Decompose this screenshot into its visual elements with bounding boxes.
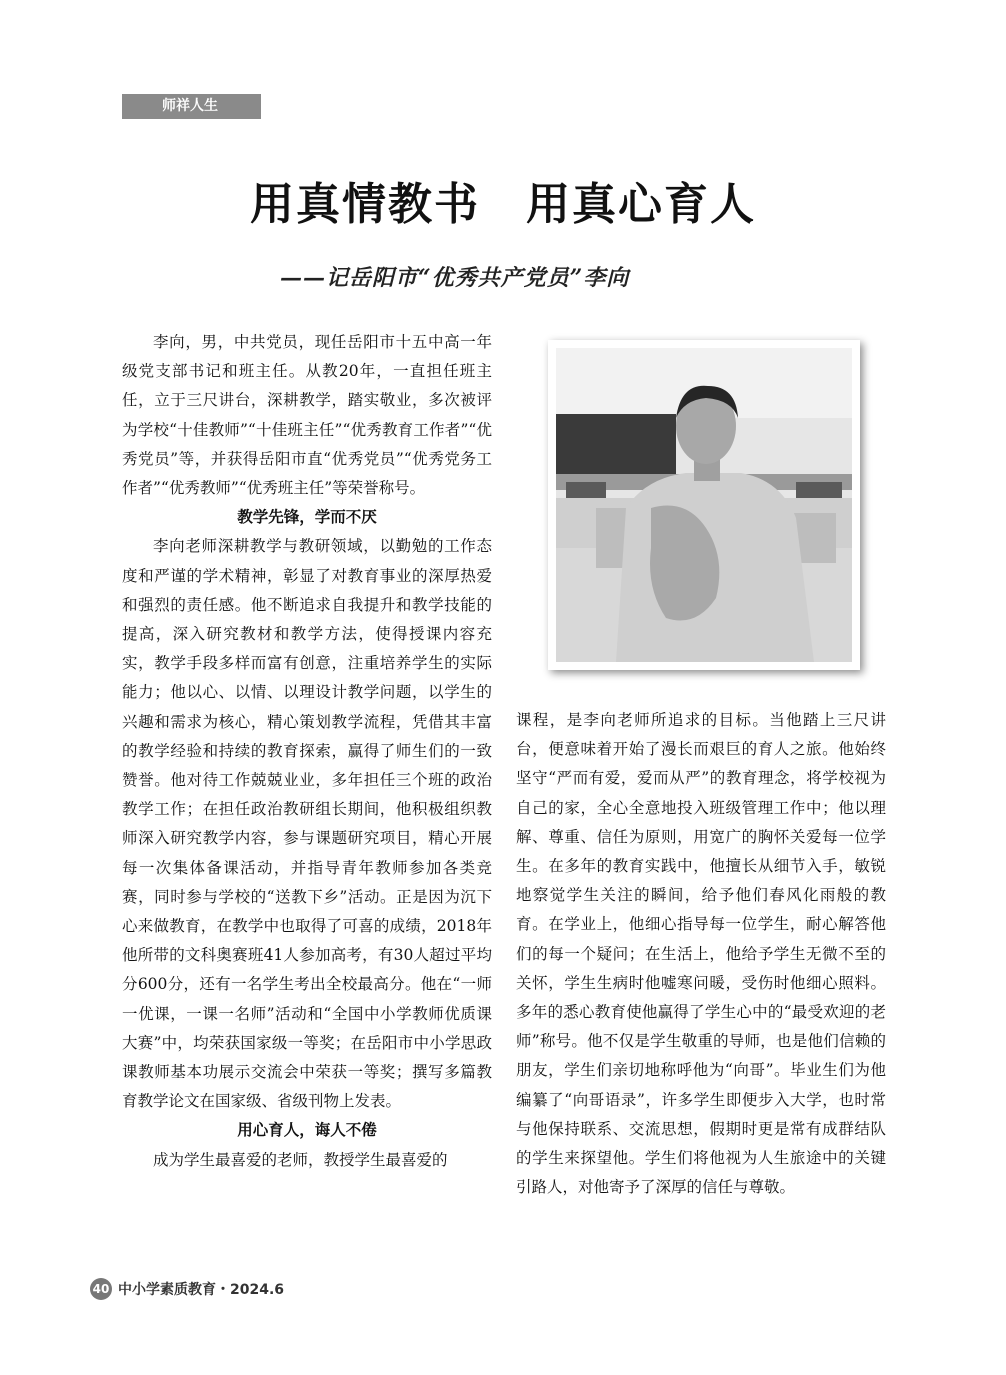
- page-footer: [90, 1278, 284, 1300]
- journal-name: 中小学素质教育・2024.6: [118, 1282, 285, 1298]
- article-paragraph-teaching: 李向老师深耕教学与教研领域，以勤勉的工作态度和严谨的学术精神，彰显了对教育事业的深厚热爱和强烈的责任感。他不断追求自我提升和教学技能的提高，深入研究教材和教学方法，使得授课内容充实，教学手段多样而富有创意，注重培养学生的实际能力；他以心、以情、以理设计教学问题，以学生的兴趣和需求为核心，精心策划教学流程，凭借其丰富的教学经验和持续的教育探索，赢得了师生们的一致赞誉。他对待工作兢兢业业，多年担任三个班的政治教学工作；在担任政治教研组长期间，他积极组织教师深入研究教学内容，参与课题研究项目，精心开展每一次集体备课活动，并指导青年教师参加各类竞赛，同时参与学校的“送教下乡”活动。正是因为沉下心来做教育，在教学中也取得了可喜的成绩，2018年他所带的文科奥赛班41人参加高考，有30人超过平均分600分，还有一名学生考出全校最高分。他在“一师一优课，一课一名师”活动和“全国中小学教师优质课大赛”中，均荣获国家级一等奖；在岳阳市中小学思政课教师基本功展示交流会中荣获一等奖；撰写多篇教育教学论文在国家级、省级刊物上发表。: [122, 537, 492, 1111]
- article-column-left: [122, 328, 492, 1175]
- article-paragraph-intro: 李向，男，中共党员，现任岳阳市十五中高一年级党支部书记和班主任。从教20年，一直担任班主任，立于三尺讲台，深耕教学，踏实敬业，多次被评为学校“十佳教师”“十佳班主任”“优秀教育工作者”“优秀党员”等，并获得岳阳市直“优秀党员”“优秀党务工作者”“优秀教师”“优秀班主任”等荣誉称号。: [122, 333, 492, 498]
- article-title: 用真情教书 用真心育人: [250, 179, 756, 230]
- section-tag: 师祥人生: [122, 94, 261, 119]
- article-paragraph-nurturing-cont: 课程，是李向老师所追求的目标。当他踏上三尺讲台，便意味着开始了漫长而艰巨的育人之旅。他始终坚守“严而有爱，爱而从严”的教育理念，将学校视为自己的家，全心全意地投入班级管理工作中；他以理解、尊重、信任为原则，用宽广的胸怀关爱每一位学生。在多年的教育实践中，他擅长从细节入手，敏锐地察觉学生关注的瞬间，给予他们春风化雨般的教育。在学业上，他细心指导每一位学生，耐心解答他们的每一个疑问；在生活上，他给予学生无微不至的关怀，学生生病时他嘘寒问暖，受伤时他细心照料。多年的悉心教育使他赢得了学生心中的“最受欢迎的老师”称号。他不仅是学生敬重的导师，也是他们信赖的朋友，学生们亲切地称呼他为“向哥”。毕业生们为他编纂了“向哥语录”，许多学生即便步入大学，也时常与他保持联系、交流思想，假期时更是常有成群结队的学生来探望他。学生们将他视为人生旅途中的关键引路人，对他寄予了深厚的信任与尊敬。: [516, 711, 886, 1197]
- portrait-photo-icon: [556, 348, 852, 662]
- article-column-right: [516, 706, 886, 1202]
- article-paragraph-nurturing-start: 成为学生最喜爱的老师，教授学生最喜爱的: [153, 1150, 448, 1169]
- page-number: 40: [90, 1278, 112, 1300]
- section-heading-teaching: 教学先锋，学而不厌: [237, 508, 377, 527]
- article-subtitle: ——记岳阳市“优秀共产党员”李向: [280, 265, 630, 291]
- portrait-photo: [548, 340, 860, 670]
- section-heading-nurturing: 用心育人，诲人不倦: [237, 1121, 377, 1140]
